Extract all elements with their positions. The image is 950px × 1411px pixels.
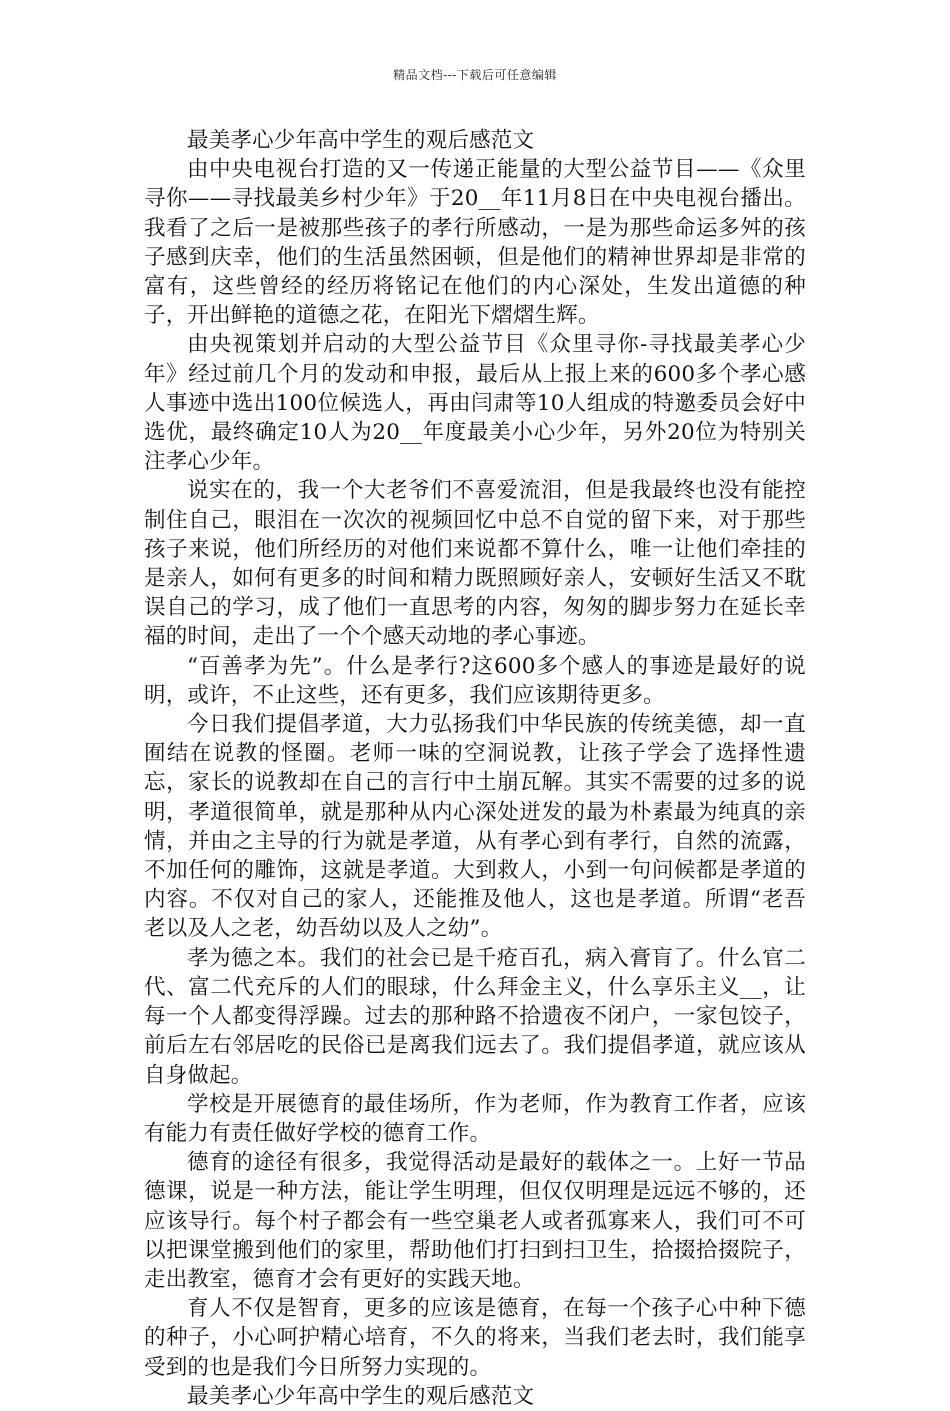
document-body (144, 126, 806, 1411)
paragraph: “百善孝为先”。什么是孝行?这600多个感人的事迹是最好的说明，或许，不止这些，还有更多，我们应该期待更多。 (144, 653, 806, 708)
paragraph: 学校是开展德育的最佳场所，作为老师，作为教育工作者，应该有能力有责任做好学校的德育工作。 (144, 1091, 806, 1146)
paragraph: 由中央电视台打造的又一传递正能量的大型公益节目——《众里寻你——寻找最美乡村少年》于20__年11月8日在中央电视台播出。我看了之后一是被那些孩子的孝行所感动，一是为那些命运多舛的孩子感到庆幸，他们的生活虽然困顿，但是他们的精神世界却是非常的富有，这些曾经的经历将铭记在他们的内心深处，生发出道德的种子，开出鲜艳的道德之花，在阳光下熠熠生辉。 (144, 157, 806, 329)
page-header: 精品文档---下载后可任意编辑 (393, 68, 557, 82)
paragraph: 由央视策划并启动的大型公益节目《众里寻你-寻找最美孝心少年》经过前几个月的发动和申报，最后从上报上来的600多个孝心感人事迹中选出100位候选人，再由闫肃等10人组成的特邀委员会好中选优，最终确定10人为20__年度最美小心少年，另外20位为特别关注孝心少年。 (144, 332, 806, 475)
closing-title: 最美孝心少年高中学生的观后感范文 (187, 1383, 535, 1409)
paragraph: 德育的途径有很多，我觉得活动是最好的载体之一。上好一节品德课，说是一种方法，能让学生明理，但仅仅明理是远远不够的，还应该导行。每个村子都会有一些空巢老人或者孤寡来人，我们可不可以把课堂搬到他们的家里，帮助他们打扫到扫卫生，拾掇拾掇院子，走出教室，德育才会有更好的实践天地。 (144, 1150, 806, 1292)
paragraph: 育人不仅是智育，更多的应该是德育，在每一个孩子心中种下德的种子，小心呵护精心培育，不久的将来，当我们老去时，我们能享受到的也是我们今日所努力实现的。 (144, 1296, 806, 1380)
paragraph: 今日我们提倡孝道，大力弘扬我们中华民族的传统美德，却一直囿结在说教的怪圈。老师一味的空洞说教，让孩子学会了选择性遗忘，家长的说教却在自己的言行中土崩瓦解。其实不需要的过多的说明，孝道很简单，就是那种从内心深处迸发的最为朴素最为纯真的亲情，并由之主导的行为就是孝道，从有孝心到有孝行，自然的流露，不加任何的雕饰，这就是孝道。大到救人，小到一句问候都是孝道的内容。不仅对自己的家人，还能推及他人，这也是孝道。所谓“老吾老以及人之老，幼吾幼以及人之幼”。 (144, 712, 806, 942)
paragraph: 说实在的，我一个大老爷们不喜爱流泪，但是我最终也没有能控制住自己，眼泪在一次次的视频回忆中总不自觉的留下来，对于那些孩子来说，他们所经历的对他们来说都不算什么，唯一让他们牵挂的是亲人，如何有更多的时间和精力既照顾好亲人，安顿好生活又不耽误自己的学习，成了他们一直思考的内容，匆匆的脚步努力在延长幸福的时间，走出了一个个感天动地的孝心事迹。 (144, 478, 806, 650)
document-title: 最美孝心少年高中学生的观后感范文 (187, 128, 535, 153)
paragraph: 孝为德之本。我们的社会已是千疮百孔，病入膏肓了。什么官二代、富二代充斥的人们的眼球，什么拜金主义，什么享乐主义__，让每一个人都变得浮躁。过去的那种路不拾遗夜不闭户，一家包饺子，前后左右邻居吃的民俗已是离我们远去了。我们提倡孝道，就应该从自身做起。 (144, 945, 806, 1088)
